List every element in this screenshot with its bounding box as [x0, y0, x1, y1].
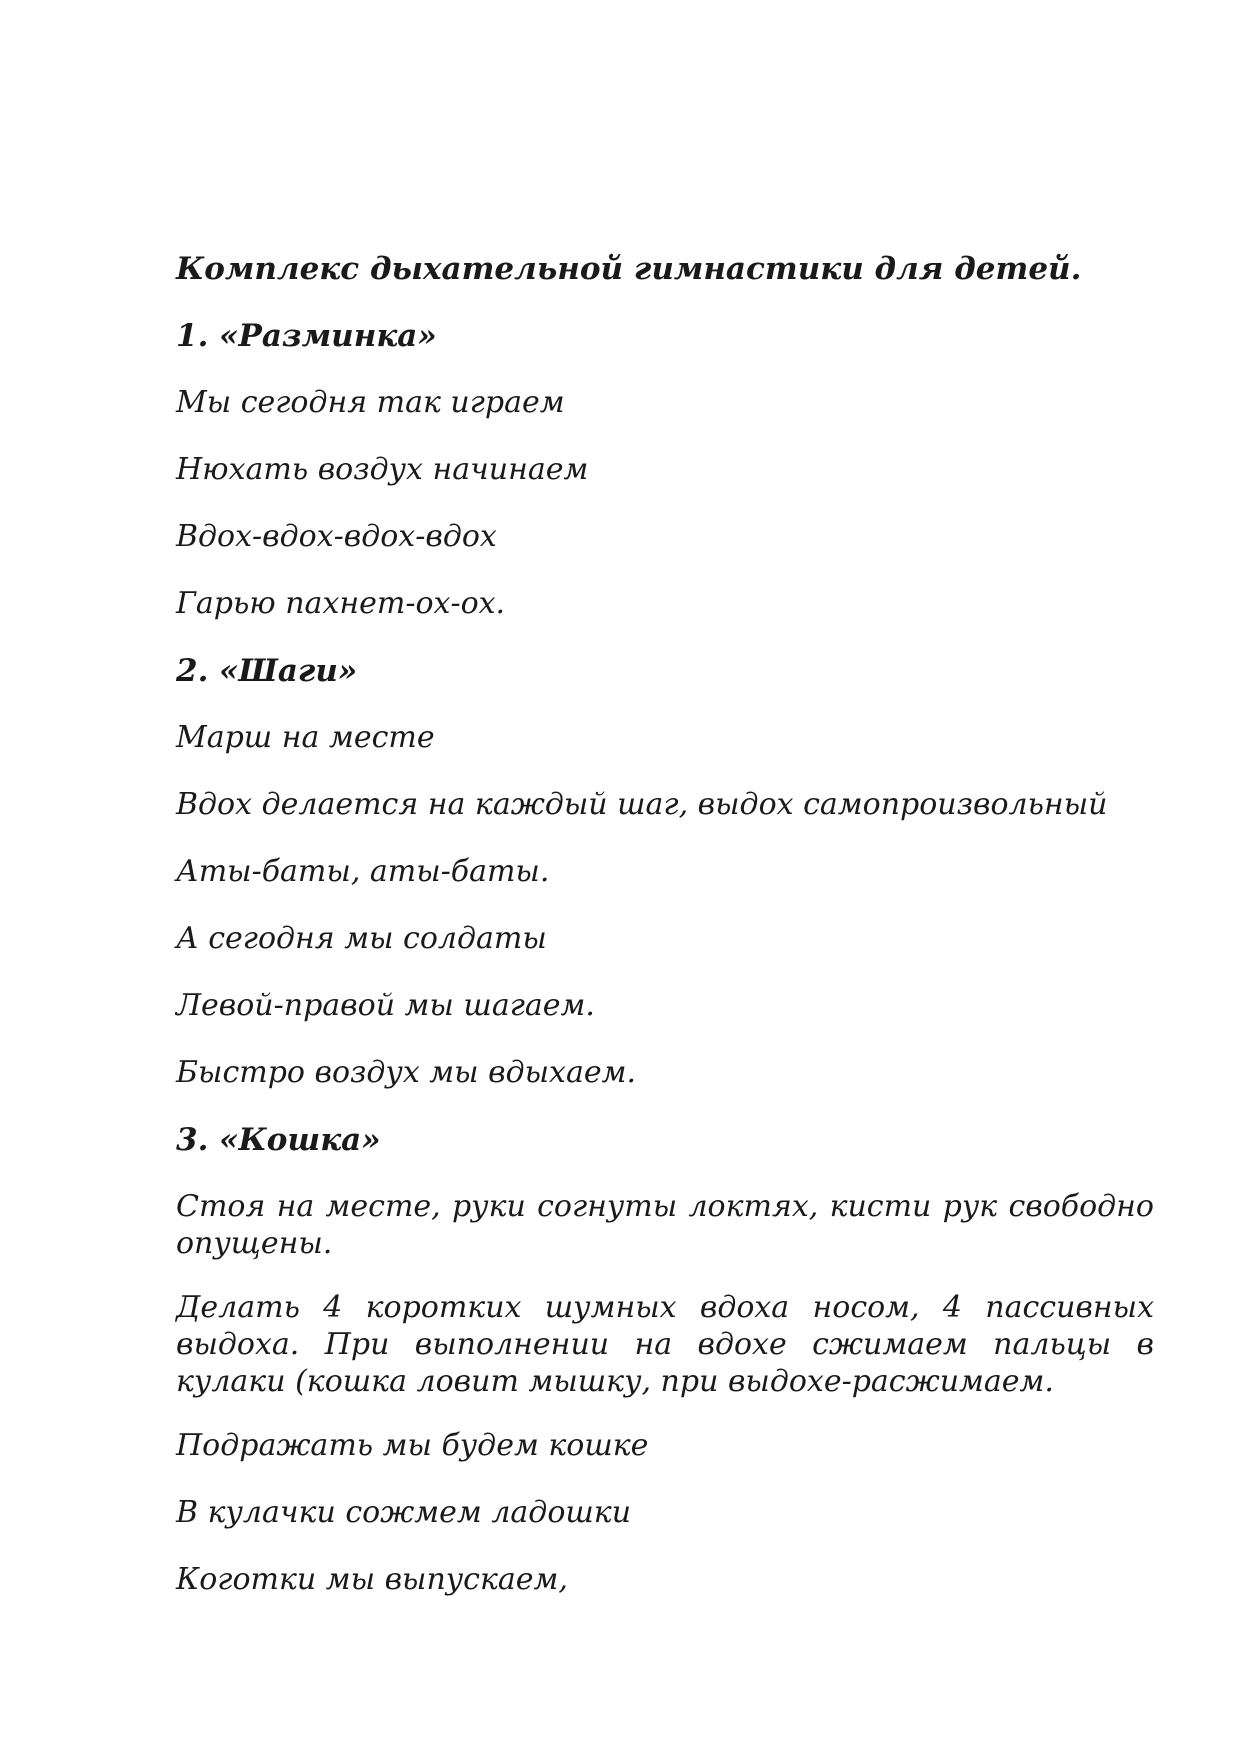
verse-line: Быстро воздух мы вдыхаем.	[176, 1055, 637, 1090]
verse-line: Мы сегодня так играем	[176, 385, 565, 420]
section-heading-steps: 2. «Шаги»	[176, 653, 358, 689]
verse-line: Аты-баты, аты-баты.	[176, 854, 550, 889]
verse-line: Левой-правой мы шагаем.	[176, 988, 595, 1023]
instruction-paragraph: Делать 4 коротких шумных вдоха носом, 4 пассивных выдоха. При выполнении на вдохе сжимаем пальцы в кулаки (кошка ловит мышку, при выдохе-расжимаем.	[176, 1290, 1154, 1399]
section-heading-warmup: 1. «Разминка»	[176, 318, 437, 354]
verse-line: Подражать мы будем кошке	[176, 1428, 649, 1463]
verse-line: В кулачки сожмем ладошки	[176, 1495, 632, 1530]
document-title: Комплекс дыхательной гимнастики для детей.	[176, 251, 1082, 287]
instruction-line: Марш на месте	[176, 720, 435, 755]
instruction-line: Вдох делается на каждый шаг, выдох самопроизвольный	[176, 787, 1108, 822]
verse-line: Вдох-вдох-вдох-вдох	[176, 519, 497, 554]
verse-line: А сегодня мы солдаты	[176, 921, 547, 956]
verse-line: Нюхать воздух начинаем	[176, 452, 589, 487]
document-body	[176, 250, 1154, 1628]
section-heading-cat: 3. «Кошка»	[176, 1122, 381, 1158]
instruction-paragraph: Стоя на месте, руки согнуты локтях, кисти рук свободно опущены.	[176, 1189, 1154, 1261]
verse-line: Коготки мы выпускаем,	[176, 1562, 568, 1597]
verse-line: Гарью пахнет-ох-ох.	[176, 586, 506, 621]
